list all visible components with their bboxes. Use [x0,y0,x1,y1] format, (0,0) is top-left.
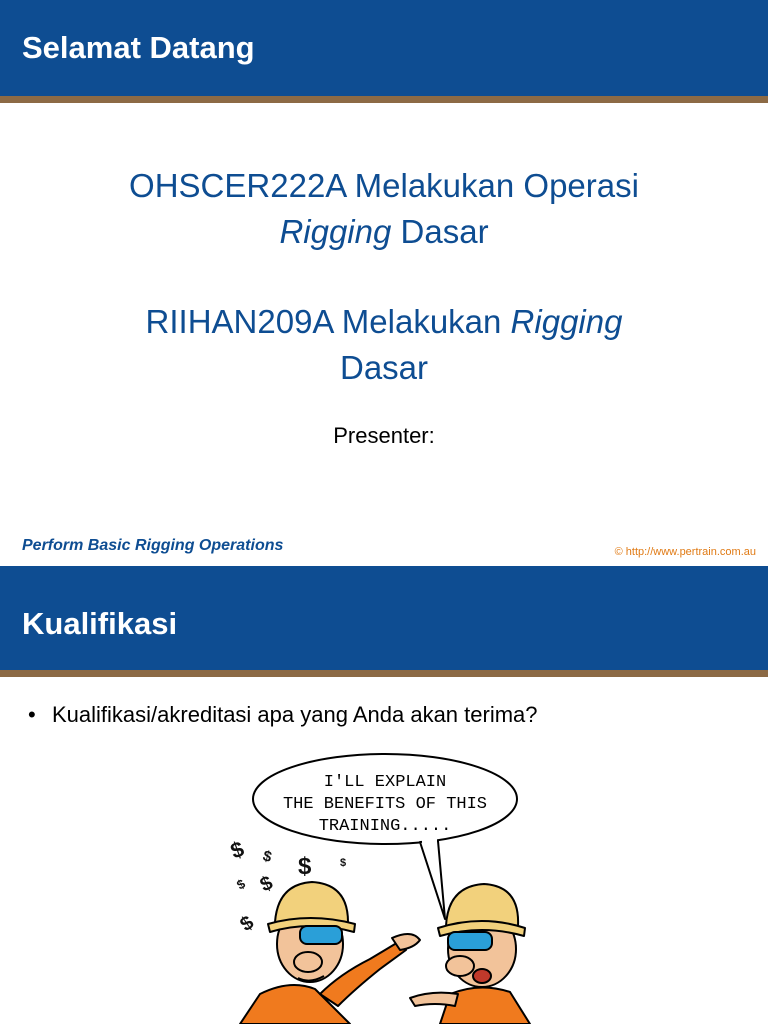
dollar-icon: $ [234,875,248,893]
bullet-text: Kualifikasi/akreditasi apa yang Anda akan terima? [52,702,538,727]
rigging-italic: Rigging [279,213,392,250]
dollar-icon: $ [298,853,312,880]
worker-right [410,884,530,1024]
bullet-symbol: • [28,702,36,727]
presenter-label: Presenter: [333,423,435,448]
course-title-1-line2 [0,209,768,255]
speech-line-1: I'LL EXPLAIN [323,773,447,792]
dollar-icon: $ [260,847,274,867]
dollar-icon: $ [227,836,248,864]
slide-qualification [0,566,768,1024]
footer-course-name: Perform Basic Rigging Operations [22,537,284,554]
title-banner [0,566,768,677]
footer-copyright-link[interactable]: © http://www.pertrain.com.au [614,546,756,558]
course-title-2-prefix: RIIHAN209A Melakukan [145,303,511,340]
course-title-1 [0,163,768,255]
banner-title: Selamat Datang [22,30,255,65]
course-title-2-line1 [0,299,768,345]
dollar-icon: $ [340,857,347,869]
banner-title: Kualifikasi [22,606,178,641]
speech-line-2: THE BENEFITS OF THIS [282,795,488,814]
rigging-italic: Rigging [510,303,623,340]
course-title-1-line1: OHSCER222A Melakukan Operasi [129,167,639,204]
title-banner [0,0,768,103]
dollar-icon: $ [256,871,277,897]
course-title-2-line2: Dasar [339,349,429,386]
bullet-item [28,700,538,730]
course-title-2 [0,299,768,391]
course-title-1-rest: Dasar [391,213,489,250]
worker-left [240,882,420,1024]
cartoon-illustration [220,744,540,1024]
speech-line-3: TRAINING..... [318,817,452,836]
dollar-icon: $ [236,911,258,937]
